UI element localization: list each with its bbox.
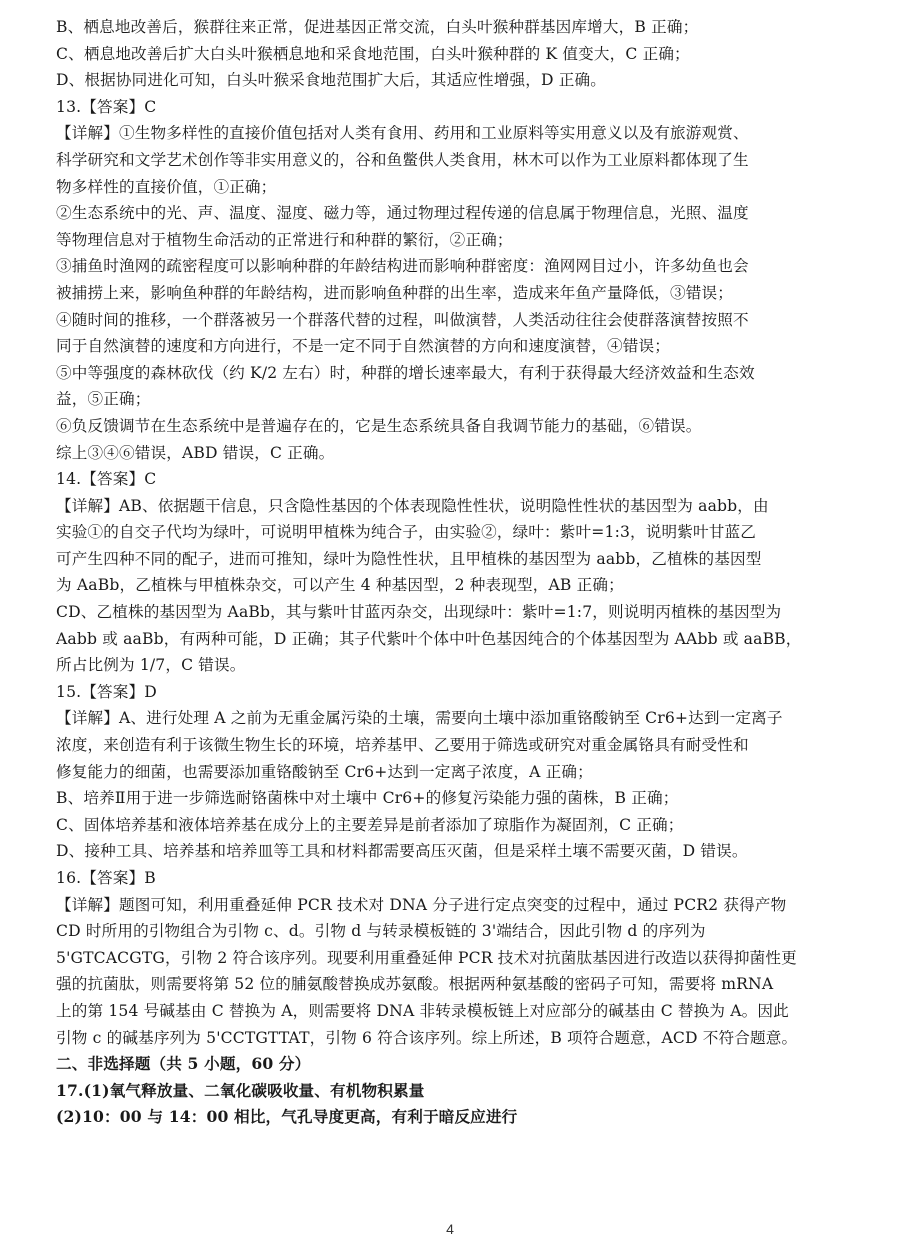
text-line: ⑥负反馈调节在生态系统中是普遍存在的，它是生态系统具备自我调节能力的基础，⑥错误。	[56, 416, 702, 435]
text-line: 所占比例为 1/7，C 错误。	[56, 656, 246, 675]
text-line: 被捕捞上来，影响鱼种群的年龄结构，进而影响鱼种群的出生率，造成来年鱼产量降低，③错误；	[56, 283, 733, 302]
text-line: 【详解】A、进行处理 A 之前为无重金属污染的土壤，需要向土壤中添加重铬酸钠至 Cr6+达到一定离子	[56, 709, 783, 728]
text-line: Aabb 或 aaBb，有两种可能，D 正确；其子代紫叶个体中叶色基因纯合的个体基因型为 AAbb 或 aaBB，	[56, 629, 802, 648]
text-line: B、栖息地改善后，猴群往来正常，促进基因正常交流，白头叶猴种群基因库增大，B 正确；	[56, 18, 699, 36]
text-line: ⑤中等强度的森林砍伐（约 K/2 左右）时，种群的增长速率最大，有利于获得最大经济效益和生态效	[56, 363, 755, 382]
text-line: 【详解】题图可知，利用重叠延伸 PCR 技术对 DNA 分子进行定点突变的过程中，通过 PCR2 获得产物	[56, 895, 787, 914]
text-line: 实验①的自交子代均为绿叶，可说明甲植株为纯合子，由实验②，绿叶：紫叶=1:3，说明紫叶甘蓝乙	[56, 523, 756, 542]
document-body	[56, 14, 856, 1131]
text-line: 物多样性的直接价值，①正确；	[56, 177, 277, 196]
text-line: 益，⑤正确；	[56, 390, 151, 409]
text-line: CD 时所用的引物组合为引物 c、d。引物 d 与转录模板链的 3'端结合，因此引物 d 的序列为	[56, 922, 706, 941]
text-line: ③捕鱼时渔网的疏密程度可以影响种群的年龄结构进而影响种群密度：渔网网目过小，许多幼鱼也会	[56, 257, 749, 276]
text-line: 16.【答案】B	[56, 869, 156, 887]
text-line: ②生态系统中的光、声、温度、湿度、磁力等，通过物理过程传递的信息属于物理信息，光照、温度	[56, 204, 749, 223]
text-line: 17.(1)氧气释放量、二氧化碳吸收量、有机物积累量	[56, 1080, 425, 1100]
text-line: 可产生四种不同的配子，进而可推知，绿叶为隐性性状，且甲植株的基因型为 aabb，乙植株的基因型	[56, 549, 762, 568]
text-line: D、接种工具、培养基和培养皿等工具和材料都需要高压灭菌，但是采样土壤不需要灭菌，D 错误。	[56, 842, 748, 861]
text-line: B、培养Ⅱ用于进一步筛选耐铬菌株中对土壤中 Cr6+的修复污染能力强的菌株，B 正确；	[56, 789, 679, 808]
text-line: 引物 c 的碱基序列为 5'CCTGTTAT，引物 6 符合该序列。综上所述，B 项符合题意，ACD 不符合题意。	[56, 1028, 798, 1047]
text-line: 【详解】AB、依据题干信息，只含隐性基因的个体表现隐性性状，说明隐性性状的基因型为 aabb，由	[56, 496, 769, 515]
text-line: (2)10：00 与 14：00 相比，气孔导度更高，有利于暗反应进行	[56, 1107, 518, 1127]
text-line: 科学研究和文学艺术创作等非实用意义的，谷和鱼鳖供人类食用，林木可以作为工业原料都体现了生	[56, 150, 749, 169]
text-line: 强的抗菌肽，则需要将第 52 位的脯氨酸替换成苏氨酸。根据两种氨基酸的密码子可知，需要将 mRNA	[56, 975, 774, 994]
text-line: 14.【答案】C	[56, 470, 157, 489]
page-number: 4	[446, 1221, 454, 1237]
text-line: 浓度，来创造有利于该微生物生长的环境，培养基甲、乙要用于筛选或研究对重金属铬具有耐受性和	[56, 736, 749, 755]
text-line: ④随时间的推移，一个群落被另一个群落代替的过程，叫做演替，人类活动往往会使群落演替按照不	[56, 310, 749, 329]
text-line: 二、非选择题（共 5 小题，60 分）	[56, 1054, 311, 1074]
text-line: 同于自然演替的速度和方向进行，不是一定不同于自然演替的方向和速度演替，④错误；	[56, 337, 671, 356]
text-line: C、固体培养基和液体培养基在成分上的主要差异是前者添加了琼脂作为凝固剂，C 正确；	[56, 815, 684, 834]
text-line: 为 AaBb，乙植株与甲植株杂交，可以产生 4 种基因型，2 种表现型，AB 正确；	[56, 576, 624, 595]
text-line: 【详解】①生物多样性的直接价值包括对人类有食用、药用和工业原料等实用意义以及有旅游观赏、	[56, 124, 749, 143]
text-line: 综上③④⑥错误，ABD 错误，C 正确。	[56, 443, 335, 462]
text-line: D、根据协同进化可知，白头叶猴采食地范围扩大后，其适应性增强，D 正确。	[56, 71, 606, 90]
text-line: 上的第 154 号碱基由 C 替换为 A，则需要将 DNA 非转录模板链上对应部分的碱基由 C 替换为 A。因此	[56, 1001, 789, 1020]
text-line: 15.【答案】D	[56, 682, 157, 701]
text-line: 等物理信息对于植物生命活动的正常进行和种群的繁衍，②正确；	[56, 230, 513, 249]
text-line: CD、乙植株的基因型为 AaBb，其与紫叶甘蓝丙杂交，出现绿叶：紫叶=1:7，则说明丙植株的基因型为	[56, 603, 782, 622]
text-line: 5'GTCACGTG，引物 2 符合该序列。现要利用重叠延伸 PCR 技术对抗菌肽基因进行改造以获得抑菌性更	[56, 948, 797, 967]
text-line: 13.【答案】C	[56, 97, 157, 116]
text-line: C、栖息地改善后扩大白头叶猴栖息地和采食地范围，白头叶猴种群的 K 值变大，C 正确；	[56, 44, 690, 63]
text-line: 修复能力的细菌，也需要添加重铬酸钠至 Cr6+达到一定离子浓度，A 正确；	[56, 762, 593, 781]
